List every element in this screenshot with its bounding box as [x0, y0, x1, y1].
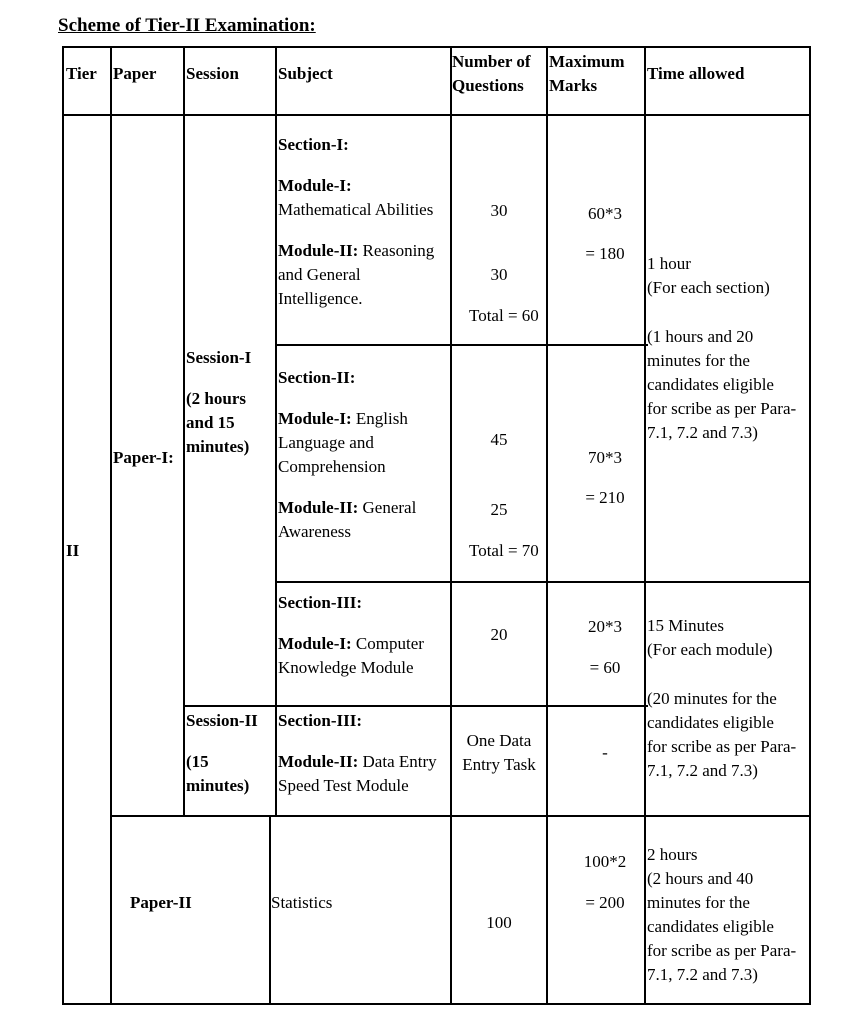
section-2-q1: 45	[490, 430, 508, 449]
section-1-total: Total = 60	[469, 306, 539, 325]
section-1-q2: 30	[490, 265, 508, 284]
section-3b-q-line1: One Data	[466, 731, 532, 750]
section-1-q1: 30	[490, 201, 508, 220]
header-paper: Paper	[113, 64, 157, 83]
paper-2-subject: Statistics	[271, 893, 333, 912]
section-1-marks-line1: 60*3	[588, 204, 622, 223]
section-2-marks-line2: = 210	[585, 488, 625, 507]
header-questions-line2: Questions	[452, 76, 524, 95]
paper-2-marks-line2: = 200	[585, 893, 625, 912]
section-3a-marks-line2: = 60	[589, 658, 621, 677]
header-marks-line1: Maximum	[549, 52, 625, 71]
header-questions-line1: Number of	[452, 52, 531, 71]
section-3a-marks-line1: 20*3	[588, 617, 622, 636]
section-3b-q-line2: Entry Task	[462, 755, 536, 774]
section-3a-q: 20	[490, 625, 508, 644]
tier-value: II	[66, 541, 80, 560]
section-2-total: Total = 70	[469, 541, 539, 560]
paper-2-marks-line1: 100*2	[583, 852, 627, 871]
header-time: Time allowed	[647, 64, 745, 83]
section-2-q2: 25	[490, 500, 508, 519]
exam-scheme-page: Scheme of Tier-II Examination: Tier Paper Session Subject Number of Questions Maximum Marks Time allowed II Paper-I: Session-I (2 hours and 15 minutes) Session-II (15 minutes) Section-I: Module-I: Mathematical Abilities Module-II: Reasoning and General Intelligence. 30 30 Total = 60 60*3 = 180 1 hour (For each section) (1 hours and 20 minutes for the candidates eligible for scribe as per Para- 7.1, 7.2 and 7.3) Section-II: Module-I: English Language and Comprehension Module-II: General Awareness 45 25 Total = 70 70*3 = 210 Section-III: Module-I: Computer Knowledge Module 20 20*3 = 60 15 Minutes (For each module) (20 minutes for the candidates eligible for scribe as per Para- 7.1, 7.2 and 7.3) Section-III: Module-II: Data Entry Speed Test Module One Data Entry Task - Paper-II Statistics 100 100*2 = 200 2 hours (2 hours and 40 minutes for the candidates eligible for scribe as per Para- 7.1, 7.2 and 7.3)	[0, 0, 856, 1024]
header-subject: Subject	[278, 64, 333, 83]
section-3b-marks: -	[602, 743, 608, 762]
paper-2-label: Paper-II	[130, 893, 192, 912]
page-title: Scheme of Tier-II Examination:	[58, 15, 316, 36]
section-1-marks-line2: = 180	[585, 244, 625, 263]
header-session: Session	[186, 64, 239, 83]
paper-1-label: Paper-I:	[113, 448, 174, 467]
header-tier: Tier	[66, 64, 97, 83]
section-2-marks-line1: 70*3	[588, 448, 622, 467]
header-marks-line2: Marks	[549, 76, 598, 95]
paper-2-q: 100	[486, 913, 512, 932]
